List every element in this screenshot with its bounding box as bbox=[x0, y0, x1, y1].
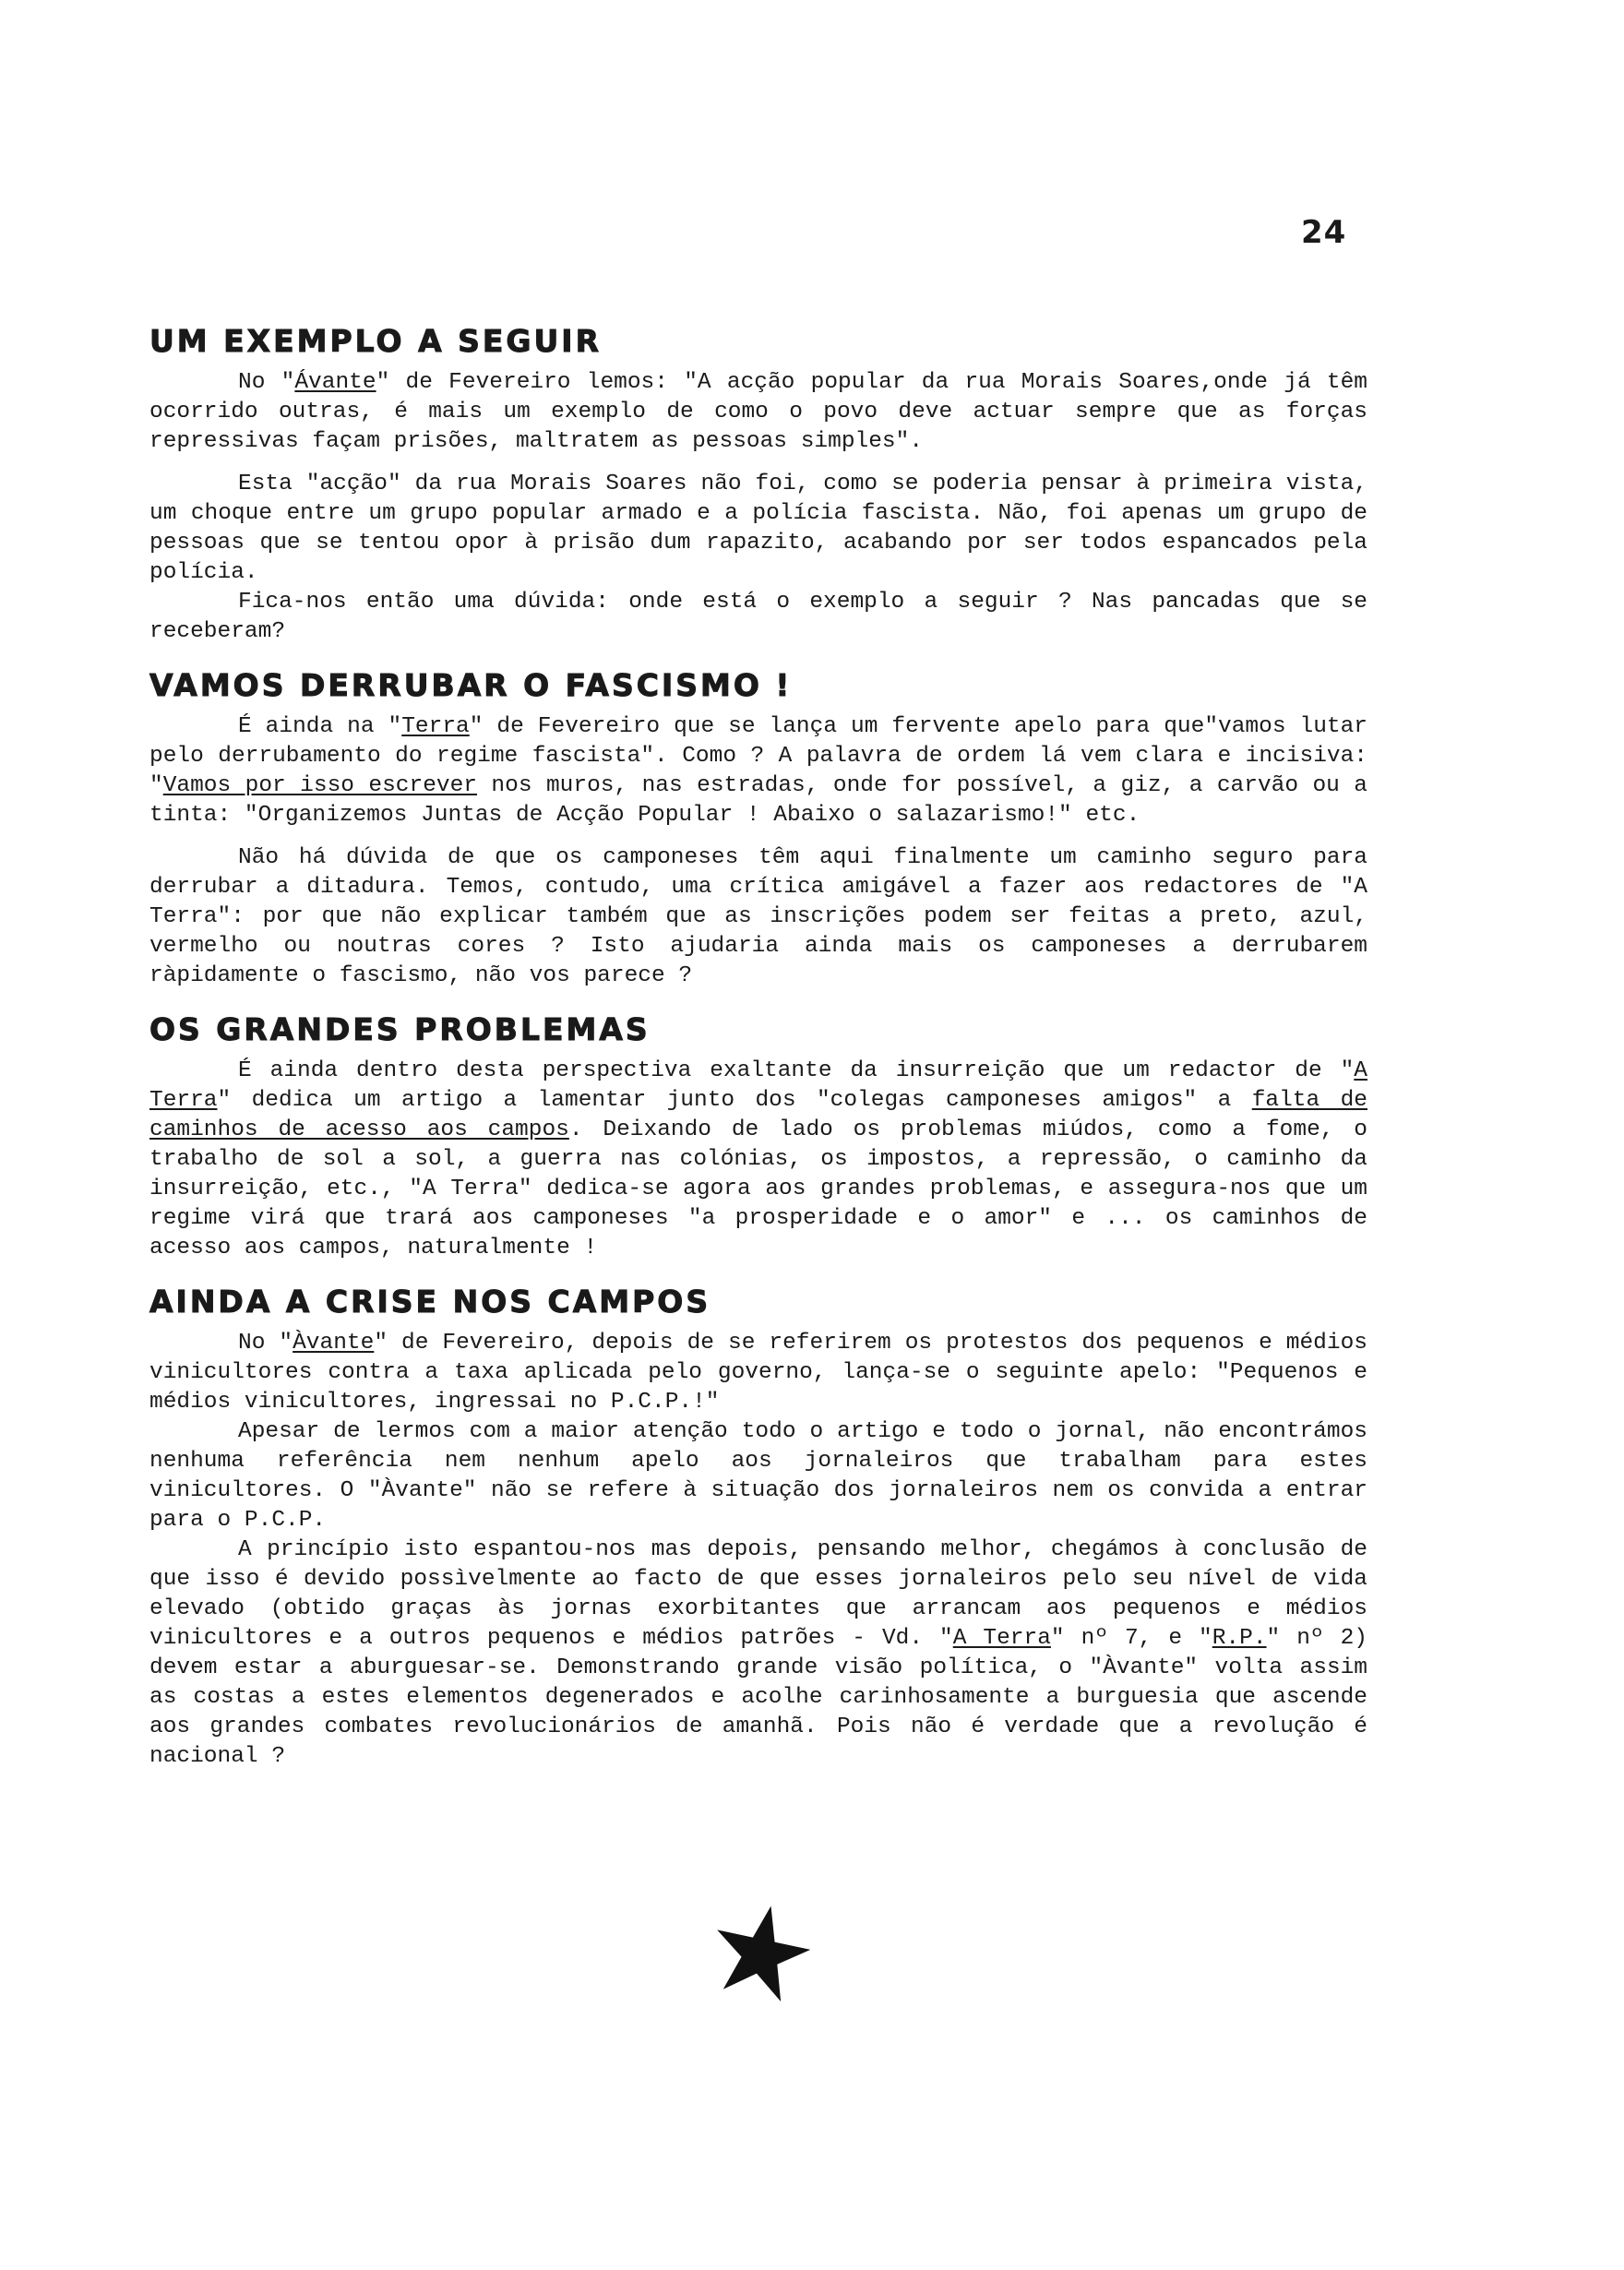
text-run: Não há dúvida de que os camponeses têm aqui finalmente um caminho seguro para derrubar a ditadura. Temos, contudo, uma crítica amigável a fazer aos redactores de "A Terra": por que não explicar também que as inscrições podem ser feitas a preto, azul, vermelho ou noutras cores ? Isto ajudaria ainda mais os camponeses a derrubarem ràpidamente o fascismo, não vos parece ? bbox=[149, 845, 1367, 988]
article-section bbox=[149, 1284, 1367, 1772]
text-run: nos muros, nas estradas, onde for possível, a giz, a carvão ou a tinta: "Organizemos Juntas de Acção Popular ! Abaixo o salazarismo!" etc. bbox=[149, 773, 1368, 828]
underlined-text: R.P. bbox=[1212, 1626, 1267, 1651]
text-run: " de Fevereiro que se lança um fervente apelo para que"vamos lutar pelo derrubamento do regime fascista". Como ? A palavra de ordem lá vem clara e incisiva: " bbox=[149, 714, 1368, 798]
paragraph bbox=[149, 1329, 1367, 1417]
underlined-text: Vamos por isso escrever bbox=[162, 773, 478, 798]
underlined-text: Àvante bbox=[293, 1331, 375, 1356]
text-run: Esta "acção" da rua Morais Soares não foi, como se poderia pensar à primeira vista, um choque entre um grupo popular armado e a polícia fascista. Não, foi apenas um grupo de pessoas que se tentou opor à prisão dum rapazito, acabando por ser todos espancados pela polícia. bbox=[149, 472, 1367, 585]
underlined-text: falta de caminhos de acesso aos campos bbox=[149, 1088, 1367, 1142]
paragraph bbox=[149, 1057, 1367, 1263]
text-run: " nº 7, e " bbox=[1050, 1626, 1212, 1651]
paragraph bbox=[149, 1417, 1367, 1535]
section-title: VAMOS DERRUBAR O FASCISMO ! bbox=[149, 667, 793, 703]
article-section bbox=[149, 1011, 1367, 1263]
section-title: AINDA A CRISE NOS CAMPOS bbox=[149, 1284, 711, 1320]
article-section bbox=[149, 323, 1367, 647]
underlined-text: A Terra bbox=[952, 1626, 1051, 1651]
text-run: É ainda na " bbox=[238, 714, 402, 739]
text-run: No " bbox=[238, 1331, 293, 1356]
section-title: OS GRANDES PROBLEMAS bbox=[149, 1011, 651, 1047]
underlined-text: Ávante bbox=[294, 370, 376, 395]
star-icon bbox=[710, 1901, 812, 2002]
paragraph bbox=[149, 470, 1367, 588]
paragraph bbox=[149, 368, 1367, 457]
section-title: UM EXEMPLO A SEGUIR bbox=[149, 323, 602, 359]
page-number: 24 bbox=[1301, 214, 1347, 251]
text-run: " nº 2) devem estar a aburguesar-se. Demonstrando grande visão política, o "Àvante" volta assim as costas a estes elementos degenerados e acolhe carinhosamente a burguesia que ascende aos grandes combates revolucionários de amanhã. Pois não é verdade que a revolução é nacional ? bbox=[149, 1626, 1368, 1769]
article-section bbox=[149, 667, 1367, 991]
paragraph bbox=[149, 1535, 1367, 1772]
text-run: É ainda dentro desta perspectiva exaltante da insurreição que um redactor de " bbox=[238, 1058, 1355, 1083]
text-run: A princípio isto espantou-nos mas depois, pensando melhor, chegámos à conclusão de que isso é devido possìvelmente ao facto de que esses jornaleiros pelo seu nível de vida elevado (obtido graças às jornas exorbitantes que arrancam aos pequenos e médios vinicultores e a outros pequenos e médios patrões - Vd. " bbox=[149, 1537, 1367, 1651]
article-body bbox=[149, 323, 1367, 1792]
paragraph bbox=[149, 588, 1367, 647]
text-run: . Deixando de lado os problemas miúdos, como a fome, o trabalho de sol a sol, a guerra nas colónias, os impostos, a repressão, o caminho da insurreição, etc., "A Terra" dedica-se agora aos grandes problemas, e assegura-nos que um regime virá que trará aos camponeses "a prosperidade e o amor" e ... os caminhos de acesso aos campos, naturalmente ! bbox=[149, 1117, 1367, 1260]
text-run: No " bbox=[238, 370, 295, 395]
underlined-text: A Terra bbox=[149, 1058, 1367, 1113]
paragraph bbox=[149, 712, 1367, 830]
text-run: " de Fevereiro, depois de se referirem os protestos dos pequenos e médios vinicultores contra a taxa aplicada pelo governo, lança-se o seguinte apelo: "Pequenos e médios vinicultores, ingressai no P.C.P.!" bbox=[149, 1331, 1367, 1415]
text-run: " dedica um artigo a lamentar junto dos "colegas camponeses amigos" a bbox=[217, 1088, 1252, 1113]
text-run: Fica-nos então uma dúvida: onde está o exemplo a seguir ? Nas pancadas que se receberam? bbox=[149, 590, 1367, 644]
text-run: " de Fevereiro lemos: "A acção popular da rua Morais Soares,onde já têm ocorrido outras, é mais um exemplo de como o povo deve actuar sempre que as forças repressivas façam prisões, maltratem as pessoas simples". bbox=[149, 370, 1367, 454]
paragraph bbox=[149, 843, 1367, 991]
underlined-text: Terra bbox=[401, 714, 470, 739]
text-run: Apesar de lermos com a maior atenção todo o artigo e todo o jornal, não encontrámos nenhuma referência nem nenhum apelo aos jornaleiros que trabalham para estes vinicultores. O "Àvante" não se refere à situação dos jornaleiros nem os convida a entrar para o P.C.P. bbox=[149, 1419, 1367, 1533]
